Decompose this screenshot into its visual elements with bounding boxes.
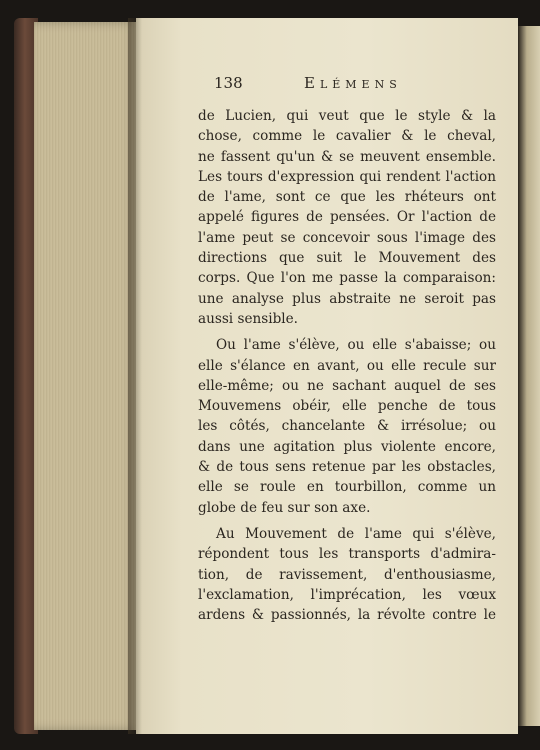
text-line: les côtés, chancelante & irrésolue; ou: [198, 418, 496, 435]
text-line: elle-même; ou ne sachant auquel de ses: [198, 377, 496, 394]
text-line: elle s'élance en avant, ou elle recule sur: [198, 357, 496, 374]
page-body-text: [198, 106, 496, 625]
text-line: répondent tous les transports d'admira-: [198, 546, 496, 563]
text-line: globe de feu sur son axe.: [198, 499, 371, 516]
text-line: dans une agitation plus violente encore,: [198, 438, 496, 455]
book-page: [136, 18, 518, 734]
text-line: tion, de ravissement, d'enthousiasme,: [198, 566, 496, 583]
page-number: 138: [214, 74, 243, 92]
text-line: Au Mouvement de l'ame qui s'élève,: [216, 525, 496, 542]
text-line: ne fassent qu'un & se meuvent ensemble.: [198, 148, 496, 165]
facing-page-edge: [518, 26, 540, 726]
paragraph-2: [198, 335, 496, 518]
text-line: chose, comme le cavalier & le cheval,: [198, 128, 496, 145]
page-gutter-shadow: [128, 18, 142, 734]
paragraph-3: [198, 524, 496, 625]
text-line: Ou l'ame s'élève, ou elle s'abaisse; ou: [216, 337, 496, 354]
text-line: l'exclamation, l'imprécation, les vœux: [198, 586, 496, 603]
text-line: appelé figures de pensées. Or l'action de: [198, 209, 496, 226]
page-stack-edge: [34, 22, 138, 730]
text-line: Mouvemens obéir, elle penche de tous: [198, 398, 496, 415]
text-line: l'ame peut se concevoir sous l'image des: [198, 229, 496, 246]
text-line: de l'ame, sont ce que les rhéteurs ont: [198, 189, 496, 206]
text-line: corps. Que l'on me passe la comparaison:: [198, 270, 496, 287]
text-line: aussi sensible.: [198, 310, 298, 327]
text-line: une analyse plus abstraite ne seroit pas: [198, 290, 496, 307]
text-line: ardens & passionnés, la révolte contre le: [198, 607, 496, 624]
text-line: Les tours d'expression qui rendent l'action: [198, 168, 496, 185]
page-header: [214, 74, 484, 98]
text-line: elle se roule en tourbillon, comme un: [198, 479, 496, 496]
text-line: directions que suit le Mouvement des: [198, 250, 496, 267]
paragraph-1: [198, 106, 496, 329]
text-line: de Lucien, qui veut que le style & la: [198, 108, 496, 124]
running-title: Elémens: [304, 74, 402, 92]
text-line: & de tous sens retenue par les obstacles,: [198, 459, 496, 476]
